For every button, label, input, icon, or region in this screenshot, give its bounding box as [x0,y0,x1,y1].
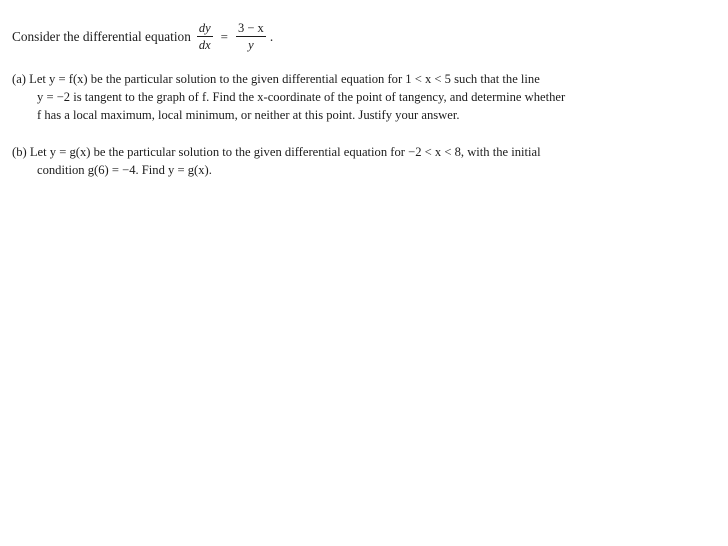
rhs-fraction [236,22,266,51]
part-a-line-1: (a) Let y = f(x) be the particular solution to the given differential equation for 1 < x < 5 such that the line [12,72,540,86]
part-a-line-3: f has a local maximum, local minimum, or neither at this point. Justify your answer. [37,108,460,122]
lhs-numerator: dy [198,21,211,35]
part-b-line-2: condition g(6) = −4. Find y = g(x). [37,163,212,177]
rhs-denominator: y [248,37,254,52]
part-b [12,143,712,179]
rhs-numerator: 3 − x [238,21,264,35]
lhs-denominator: dx [198,37,211,52]
part-b-line-1: (b) Let y = g(x) be the particular solution to the given differential equation for −2 < x < 8, with the initial [12,145,541,159]
dy-dx-fraction [197,22,213,51]
intro-period: . [269,28,274,44]
part-a [12,70,712,124]
equals-sign: = [220,28,228,44]
part-a-line-2: y = −2 is tangent to the graph of f. Find the x-coordinate of the point of tangency, and determine whether [37,90,566,104]
intro-text: Consider the differential equation [12,28,191,44]
problem-intro [12,22,273,51]
